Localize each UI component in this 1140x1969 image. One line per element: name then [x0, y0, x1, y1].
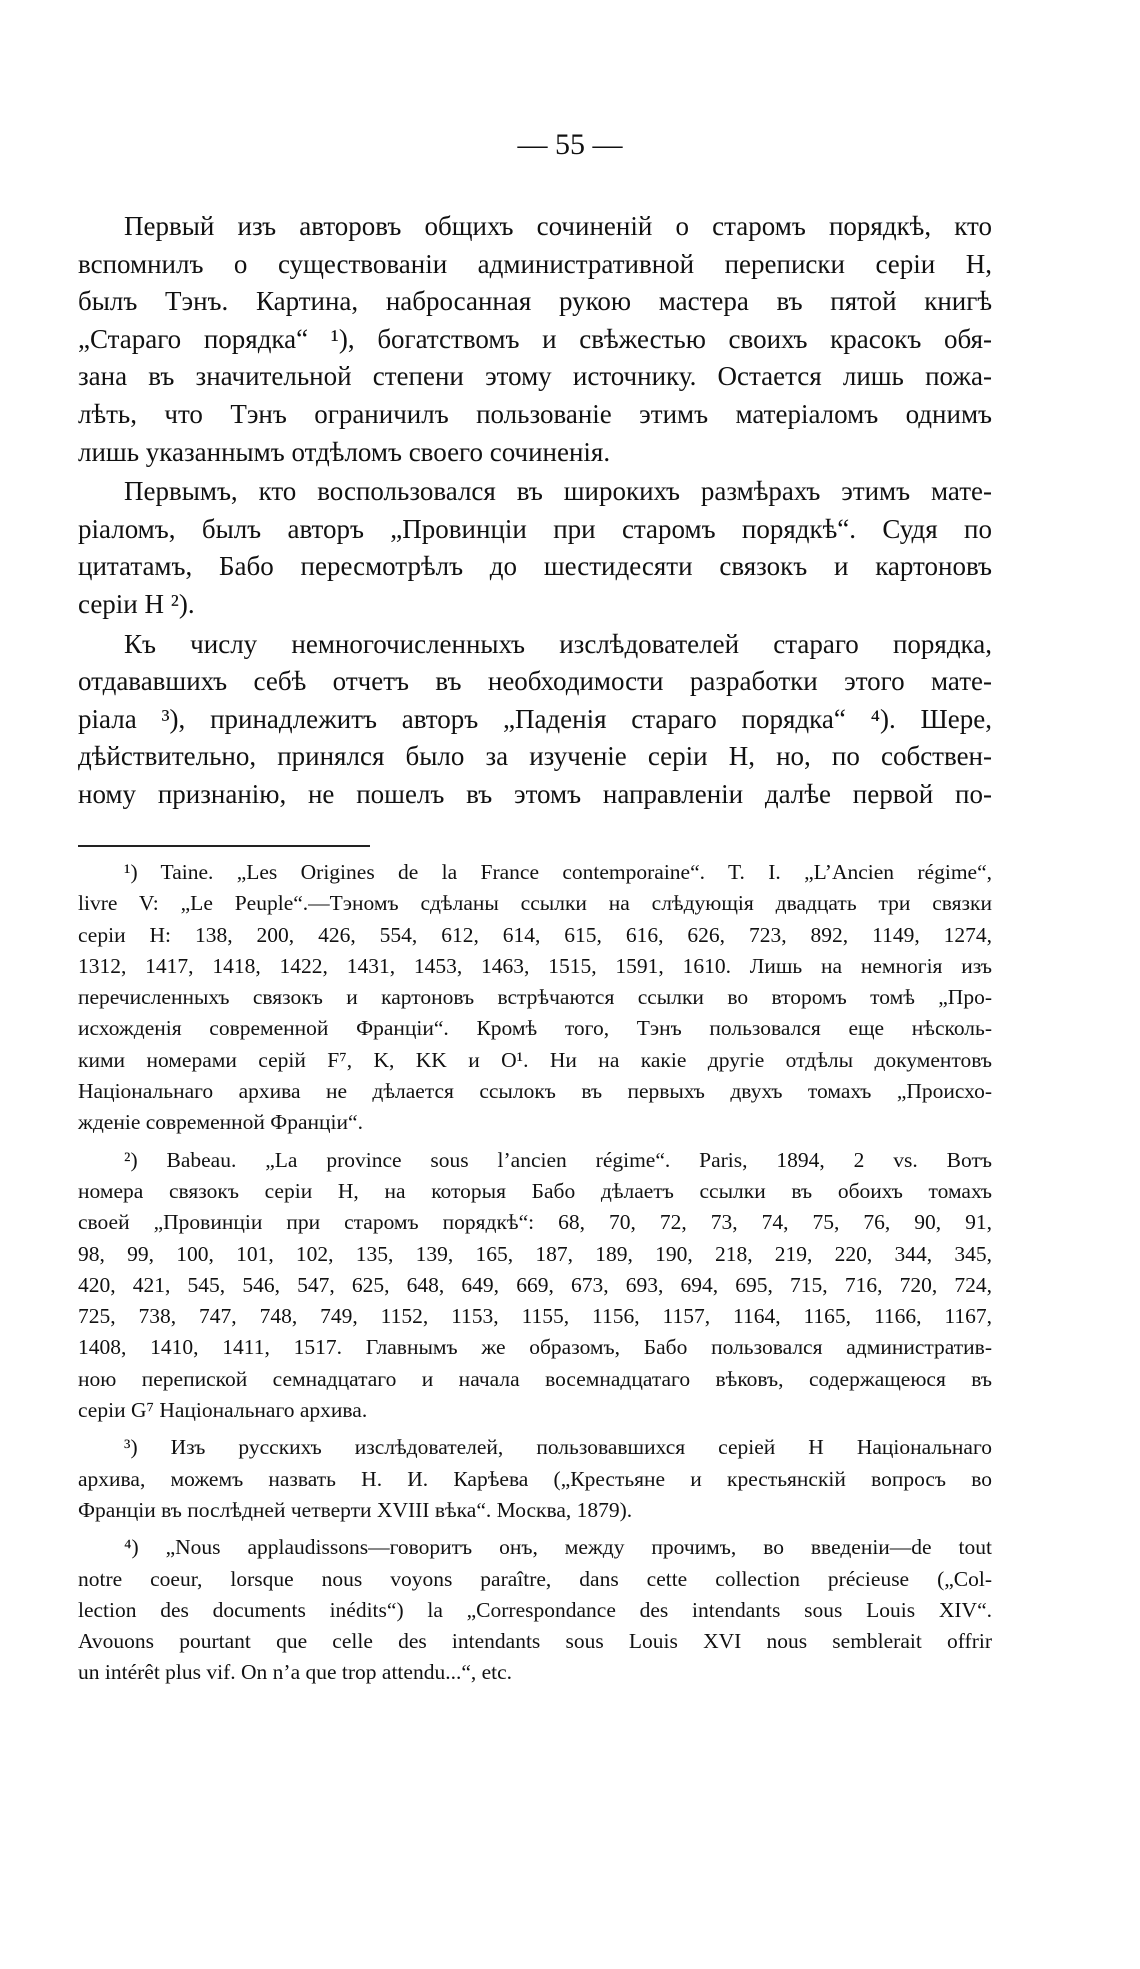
- text-line: 420, 421, 545, 546, 547, 625, 648, 649, 669, 673, 693, 694, 695, 715, 716, 720, 724,: [78, 1272, 992, 1297]
- text-line: лѣть, что Тэнъ ограничилъ пользованіе этимъ матеріаломъ однимъ: [78, 398, 992, 429]
- text-line: былъ Тэнъ. Картина, набросанная рукою мастера въ пятой книгѣ: [78, 286, 992, 317]
- text-line: отдававшихъ себѣ отчетъ въ необходимости разработки этого мате-: [78, 666, 992, 697]
- text-line: notre coeur, lorsque nous voyons paraître, dans cette collection précieuse („Col-: [78, 1566, 992, 1591]
- text-line: вспомнилъ о существованіи административной переписки серіи H,: [78, 248, 992, 279]
- text-line: ⁴) „Nous applaudissons—говоритъ онъ, между прочимъ, во введеніи—de tout: [124, 1535, 992, 1560]
- body-text: [78, 208, 992, 814]
- text-line: номера связокъ серіи H, на которыя Бабо дѣлаетъ ссылки въ обоихъ томахъ: [78, 1178, 992, 1203]
- text-line: ²) Babeau. „La province sous l’ancien régime“. Paris, 1894, 2 vs. Вотъ: [124, 1147, 992, 1172]
- text-line: исхожденія современной Франціи“. Кромѣ того, Тэнъ пользовался еще нѣсколь-: [78, 1016, 992, 1041]
- paragraph: [78, 626, 992, 814]
- text-line: ному признанію, не пошелъ въ этомъ направленіи далѣе первой по-: [78, 778, 992, 809]
- text-line: 98, 99, 100, 101, 102, 135, 139, 165, 187, 189, 190, 218, 219, 220, 344, 345,: [78, 1241, 992, 1266]
- text-line: перечисленныхъ связокъ и картоновъ встрѣчаются ссылки во второмъ томѣ „Про-: [78, 985, 992, 1010]
- text-line: ³) Изъ русскихъ изслѣдователей, пользовавшихся серіей H Національнаго: [124, 1435, 992, 1460]
- text-line: цитатамъ, Бабо пересмотрѣлъ до шестидесяти связокъ и картоновъ: [78, 551, 992, 582]
- text-line: ¹) Taine. „Les Origines de la France contemporaine“. T. I. „L’Ancien régime“,: [124, 860, 992, 884]
- text-line: своей „Провинціи при старомъ порядкѣ“: 68, 70, 72, 73, 74, 75, 76, 90, 91,: [78, 1210, 992, 1235]
- text-line: Первый изъ авторовъ общихъ сочиненій о старомъ порядкѣ, кто: [124, 211, 992, 241]
- text-line: 1408, 1410, 1411, 1517. Главнымъ же образомъ, Бабо пользовался административ-: [78, 1335, 992, 1360]
- text-line: livre V: „Le Peuple“.—Тэномъ сдѣланы ссылки на слѣдующія двадцать три связки: [78, 891, 992, 916]
- footnotes: [78, 857, 992, 1689]
- footnote: [78, 857, 992, 1139]
- text-line: lection des documents inédits“) la „Correspondance des intendants sous Louis XIV“.: [78, 1597, 992, 1622]
- text-line: „Стараго порядка“ ¹), богатствомъ и свѣжестью своихъ красокъ обя-: [78, 323, 992, 354]
- text-line: лишь указаннымъ отдѣломъ своего сочиненія.: [78, 436, 611, 467]
- footnote: [78, 1532, 992, 1688]
- text-line: ною перепиской семнадцатаго и начала восемнадцатаго вѣковъ, содержащеюся въ: [78, 1366, 992, 1391]
- text-line: Національнаго архива не дѣлается ссылокъ въ первыхъ двухъ томахъ „Происхо-: [78, 1079, 992, 1104]
- page-number: — 55 —: [517, 128, 623, 161]
- text-line: зана въ значительной степени этому источнику. Остается лишь пожа-: [78, 361, 992, 392]
- text-line: Къ числу немногочисленныхъ изслѣдователей стараго порядка,: [124, 628, 992, 659]
- text-line: Avouons pourtant que celle des intendants sous Louis XVI nous semblerait offrir: [78, 1629, 992, 1654]
- text-line: дѣйствительно, принялся было за изученіе серіи H, но, по собствен-: [78, 741, 992, 772]
- text-line: кими номерами серій F⁷, K, KK и O¹. Ни на какіе другіе отдѣлы документовъ: [78, 1047, 992, 1072]
- footnote-divider: [78, 845, 370, 847]
- text-line: 1312, 1417, 1418, 1422, 1431, 1453, 1463, 1515, 1591, 1610. Лишь на немногія изъ: [78, 953, 992, 978]
- text-line: Первымъ, кто воспользовался въ широкихъ размѣрахъ этимъ мате-: [124, 476, 992, 507]
- text-line: Франціи въ послѣдней четверти XVIII вѣка“. Москва, 1879).: [78, 1497, 633, 1522]
- text-line: архива, можемъ назвать Н. И. Карѣева („Крестьяне и крестьянскій вопросъ во: [78, 1466, 992, 1491]
- text-line: ріала ³), принадлежитъ авторъ „Паденія стараго порядка“ ⁴). Шере,: [78, 703, 992, 734]
- text-line: ріаломъ, былъ авторъ „Провинціи при старомъ порядкѣ“. Судя по: [78, 513, 992, 544]
- text-line: un intérêt plus vif. On n’a que trop attendu...“, etc.: [78, 1660, 513, 1685]
- text-line: серіи H: 138, 200, 426, 554, 612, 614, 615, 616, 626, 723, 892, 1149, 1274,: [78, 922, 992, 947]
- paragraph: [78, 473, 992, 623]
- text-line: серіи H ²).: [78, 588, 195, 619]
- text-line: 725, 738, 747, 748, 749, 1152, 1153, 1155, 1156, 1157, 1164, 1165, 1166, 1167,: [78, 1304, 992, 1329]
- footnote: [78, 1432, 992, 1526]
- text-line: жденіе современной Франціи“.: [78, 1110, 363, 1135]
- paragraph: [78, 208, 992, 471]
- text-line: серіи G⁷ Національнаго архива.: [78, 1398, 368, 1423]
- footnote: [78, 1145, 992, 1427]
